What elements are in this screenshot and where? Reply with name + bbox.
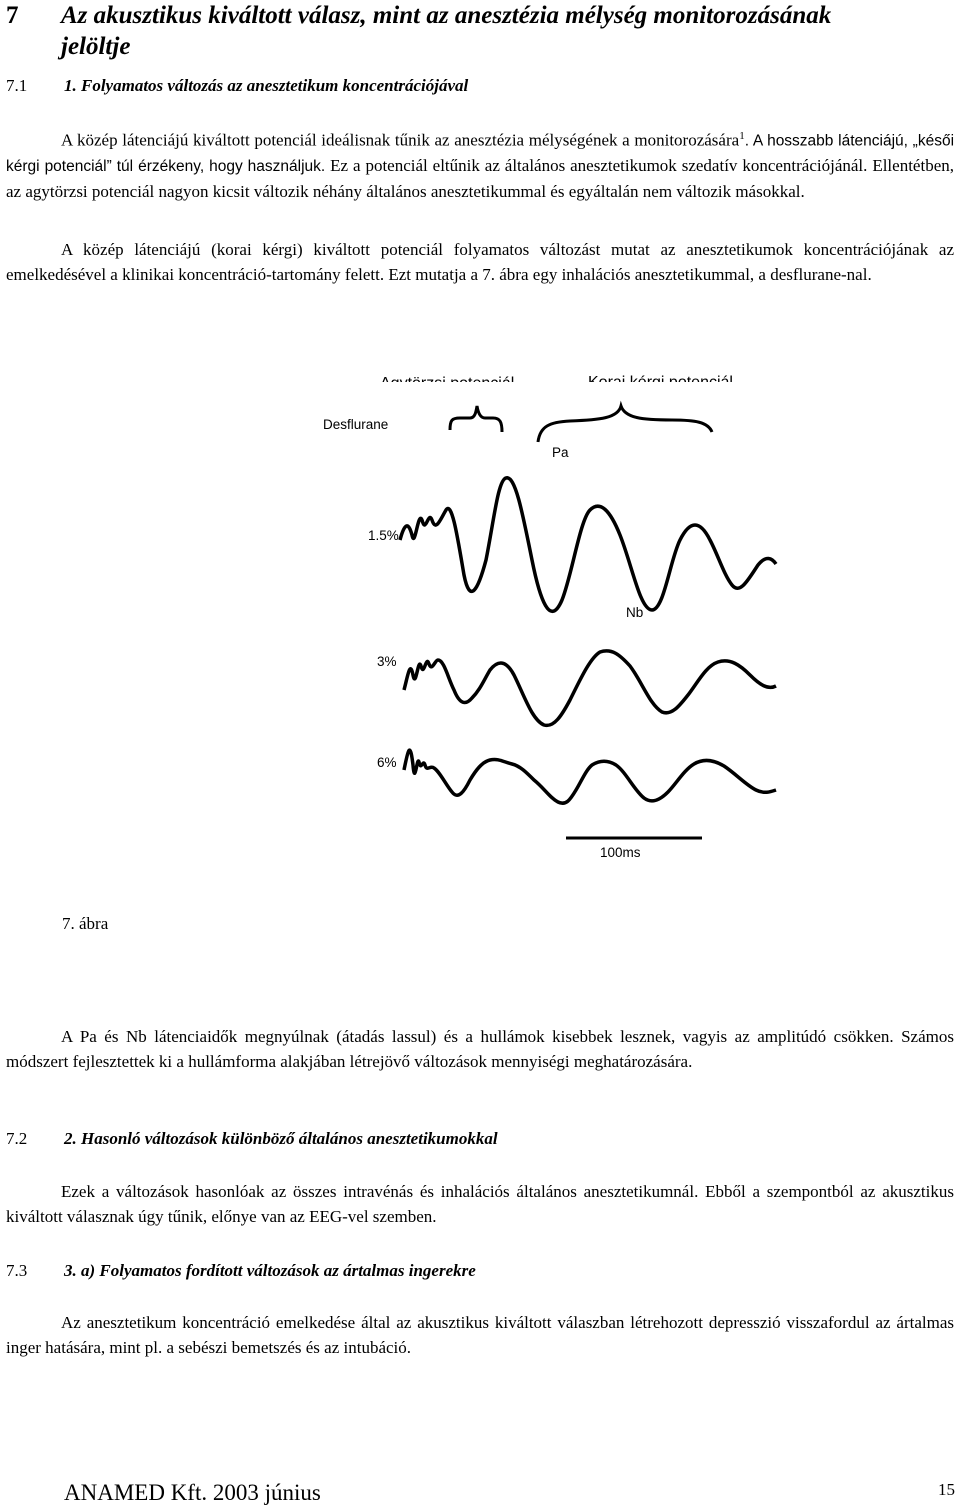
label-pa: Pa — [552, 445, 569, 460]
section-number: 7.2 — [6, 1129, 28, 1148]
paragraph-1-part-b: . A hosszabb látenciájú, „késői kérgi potenciál” túl érzékeny, hogy használjuk. — [6, 132, 955, 176]
footer-company: ANAMED Kft. 2003 június — [64, 1480, 321, 1505]
footnote-ref: 1 — [739, 130, 745, 142]
chapter-title-line2: jelöltje — [61, 33, 131, 60]
paragraph-2 — [6, 238, 954, 287]
section-heading-7-2 — [6, 1128, 498, 1150]
paragraph-3 — [6, 1025, 954, 1074]
waveform-3-percent — [404, 651, 776, 726]
paragraph-1 — [6, 124, 954, 204]
chapter-title-line1: Az akusztikus kiváltott válasz, mint az anesztézia mélység monitorozásának — [61, 2, 832, 29]
paragraph-1-part-c-wrap — [330, 156, 867, 175]
waveform-6-percent — [404, 750, 776, 803]
paragraph-5-text: Az anesztetikum koncentráció emelkedése által az akusztikus kiváltott válaszban létrehozott depresszió visszafordul az ártalmas inger hatására, mint pl. a sebészi bemetszés és az intubáció. — [6, 1313, 954, 1357]
chapter-title — [6, 0, 956, 62]
paragraph-2-text: A közép látenciájú (korai kérgi) kiváltott potenciál folyamatos változást mutat az anesztetikumok koncentrációjának az emelkedésével a klinikai koncentráció-tartomány felett. Ezt mutatja a 7. ábra egy inhalációs anesztetikummal, a desflurane-nal. — [6, 240, 954, 284]
section-title: 3. a) Folyamatos fordított változások az ártalmas ingerekre — [64, 1261, 476, 1280]
paragraph-1-part-d: Ellentétben, az agytörzsi potenciál nagyon kicsit változik néhány általános anesztetikummal és egyáltalán nem változik másokkal. — [6, 156, 954, 201]
paragraph-3-text: A Pa és Nb látenciaidők megnyúlnak (átadás lassul) és a hullámok kisebbek lesznek, vagyis az amplitúdó csökken. Számos módszert fejlesztettek ki a hullámforma alakjában létrejövő változások mennyiségi meghatározására. — [6, 1027, 954, 1071]
section-number: 7.1 — [6, 76, 28, 95]
chapter-number: 7 — [6, 2, 19, 29]
section-heading-7-1 — [6, 75, 468, 97]
section-title: 2. Hasonló változások különböző általános anesztetikumokkal — [64, 1129, 498, 1148]
brace-brainstem — [450, 406, 502, 432]
label-nb: Nb — [626, 605, 644, 620]
label-desflurane: Desflurane — [323, 417, 389, 432]
section-number: 7.3 — [6, 1261, 28, 1280]
label-crop-mask — [370, 382, 770, 394]
figure-caption: 7. ábra — [62, 914, 109, 933]
section-heading-7-3 — [6, 1260, 476, 1282]
section-title: 1. Folyamatos változás az anesztetikum koncentrációjával — [64, 76, 469, 95]
brace-cortical — [538, 406, 712, 442]
waveform-1-5-percent — [400, 478, 776, 611]
paragraph-4-text: Ezek a változások hasonlóak az összes intravénás és inhalációs általános anesztetikumnál. Ebből a szempontból az akusztikus kiváltott válasznak úgy tűnik, előnye van az EEG-vel szemben. — [6, 1182, 954, 1226]
paragraph-1-part-a: A közép látenciájú kiváltott potenciál ideálisnak tűnik az anesztézia mélységének a monitorozására — [61, 130, 740, 150]
paragraph-4 — [6, 1180, 954, 1229]
label-conc-1-5: 1.5% — [368, 528, 399, 543]
paragraph-1-part-c: Ez a potenciál eltűnik az általános anesztetikumok szedatív koncentrációjánál. — [330, 156, 868, 176]
page-number: 15 — [938, 1480, 955, 1499]
label-conc-3: 3% — [377, 654, 397, 669]
label-conc-6: 6% — [377, 755, 397, 770]
paragraph-5 — [6, 1311, 954, 1360]
figure-waveforms — [300, 360, 780, 870]
label-scale: 100ms — [600, 845, 641, 860]
